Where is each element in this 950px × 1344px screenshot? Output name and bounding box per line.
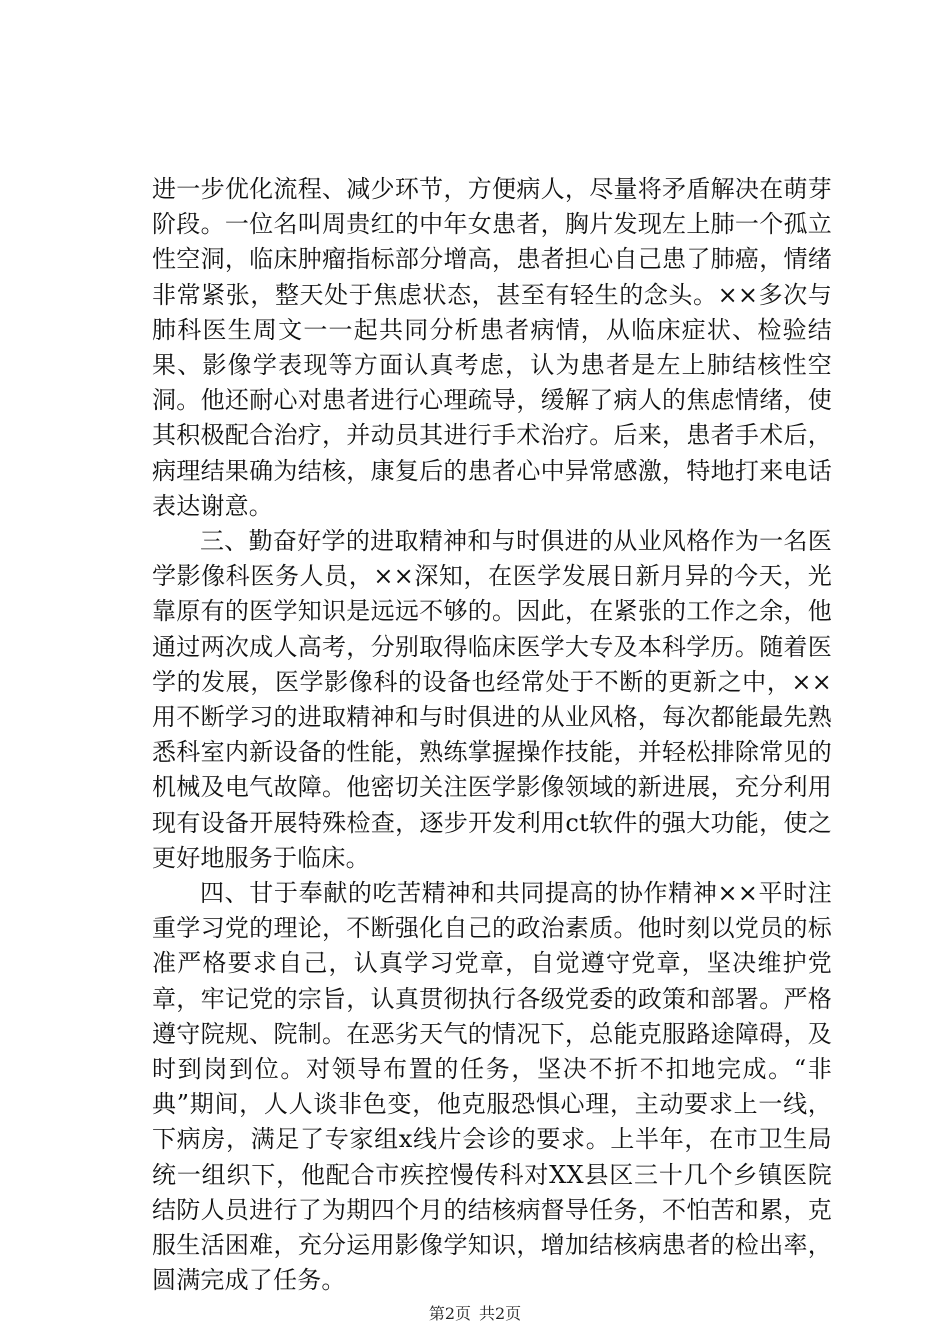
paragraph-section-four: 四、甘于奉献的吃苦精神和共同提高的协作精神××平时注重学习党的理论，不断强化自己的政治素质。他时刻以党员的标准严格要求自己，认真学习党章，自觉遵守党章，坚决维护党章，牢记党的宗旨，认真贯彻执行各级党委的政策和部署。严格遵守院规、院制。在恶劣天气的情况下，总能克服路途障碍，及时到岗到位。对领导布置的任务，坚决不折不扣地完成。“非典”期间，人人谈非色变，他克服恐惧心理，主动要求上一线，下病房，满足了专家组x线片会诊的要求。上半年，在市卫生局统一组织下，他配合市疾控慢传科对XX县区三十几个乡镇医院结防人员进行了为期四个月的结核病督导任务，不怕苦和累，克服生活困难，充分运用影像学知识，增加结核病患者的检出率，圆满完成了任务。 [152,879,832,1295]
page-footer [0,1304,950,1324]
page-total: 共2页 [479,1304,522,1323]
document-body [152,172,832,1299]
page-number: 第2页 [428,1304,471,1323]
paragraph-section-three: 三、勤奋好学的进取精神和与时俱进的从业风格作为一名医学影像科医务人员，××深知，在医学发展日新月异的今天，光靠原有的医学知识是远远不够的。因此，在紧张的工作之余，他通过两次成人高考，分别取得临床医学大专及本科学历。随着医学的发展，医学影像科的设备也经常处于不断的更新之中，××用不断学习的进取精神和与时俱进的从业风格，每次都能最先熟悉科室内新设备的性能，熟练掌握操作技能，并轻松排除常见的机械及电气故障。他密切关注医学影像领域的新进展，充分利用现有设备开展特殊检查，逐步开发利用ct软件的强大功能，使之更好地服务于临床。 [152,527,832,872]
paragraph-continuation: 进一步优化流程、减少环节，方便病人，尽量将矛盾解决在萌芽阶段。一位名叫周贵红的中年女患者，胸片发现左上肺一个孤立性空洞，临床肿瘤指标部分增高，患者担心自己患了肺癌，情绪非常紧张，整天处于焦虑状态，甚至有轻生的念头。××多次与肺科医生周文一一起共同分析患者病情，从临床症状、检验结果、影像学表现等方面认真考虑，认为患者是左上肺结核性空洞。他还耐心对患者进行心理疏导，缓解了病人的焦虑情绪，使其积极配合治疗，并动员其进行手术治疗。后来，患者手术后，病理结果确为结核，康复后的患者心中异常感激，特地打来电话表达谢意。 [152,175,832,520]
